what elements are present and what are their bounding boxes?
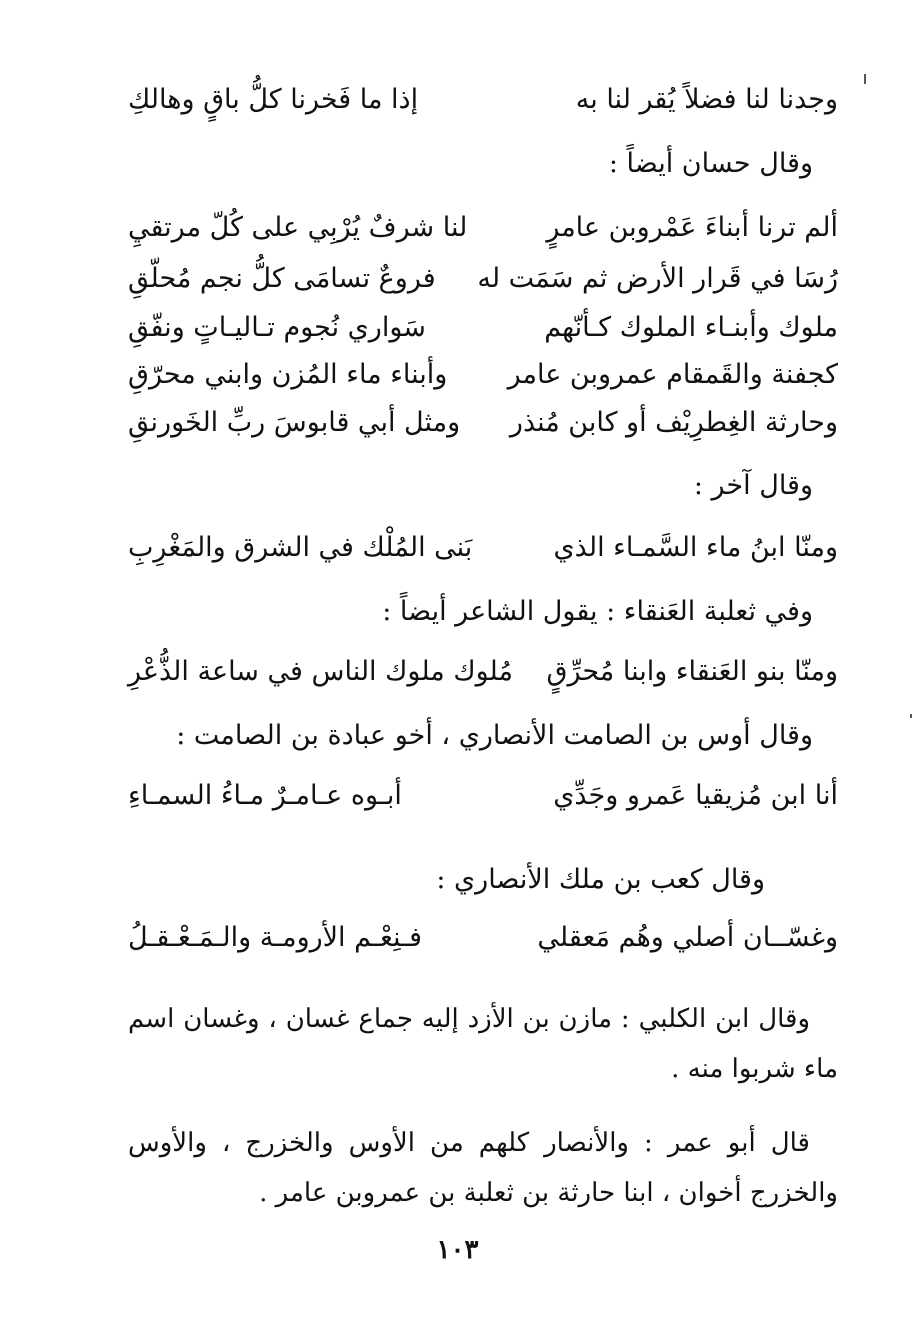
verse-line xyxy=(128,403,838,443)
verse-line xyxy=(128,918,838,958)
abu-umar-paragraph xyxy=(128,1118,838,1218)
verse-second-hemistich: وأبناء ماء المُزن وابني محرّقِ xyxy=(128,359,448,390)
scan-mark xyxy=(864,74,866,84)
page-number: ١٠٣ xyxy=(436,1235,479,1265)
verse-second-hemistich: بَنى المُلْك في الشرق والمَغْرِبِ xyxy=(128,532,473,563)
paragraph-text: وقال ابن الكلبي : مازن بن الأزد إليه جماع غسان ، وغسان اسم ماء شربوا منه . xyxy=(128,1004,838,1084)
scan-mark xyxy=(910,714,912,718)
intro-aws: وقال أوس بن الصامت الأنصاري ، أخو عبادة بن الصامت : xyxy=(176,720,813,751)
verse-second-hemistich: أبـوه عـامـرٌ مـاءُ السمـاءِ xyxy=(128,780,402,811)
verse-second-hemistich: إذا ما فَخرنا كلُّ باقٍ وهالكِ xyxy=(128,84,419,115)
verse-line xyxy=(128,355,838,395)
verse-second-hemistich: ومثل أبي قابوسَ ربِّ الخَورنقِ xyxy=(128,407,461,438)
verse-first-hemistich: وغسّــان أصلي وهُم مَعقلي xyxy=(537,922,838,953)
intro-thalaba: وفي ثعلبة العَنقاء : يقول الشاعر أيضاً : xyxy=(382,596,813,627)
verse-second-hemistich: فـنِعْـم الأرومـة والـمَـعْـقـلُ xyxy=(128,922,423,953)
verse-line xyxy=(128,308,838,348)
verse-second-hemistich: سَواري نُجوم تـاليـاتٍ ونفّقِ xyxy=(128,312,426,343)
verse-line xyxy=(128,652,838,692)
intro-hassan: وقال حسان أيضاً : xyxy=(608,148,813,179)
verse-first-hemistich: وجدنا لنا فضلاً يُقر لنا به xyxy=(575,84,838,115)
verse-first-hemistich: ألم ترنا أبناءَ عَمْروبن عامرٍ xyxy=(546,212,838,243)
verse-line xyxy=(128,208,838,248)
verse-line xyxy=(128,776,838,816)
intro-other: وقال آخر : xyxy=(693,470,813,501)
verse-first-hemistich: ومنّا ابنُ ماء السَّمـاء الذي xyxy=(553,532,838,563)
verse-second-hemistich: لنا شرفٌ يُرْبِي على كُلّ مرتقيِ xyxy=(128,212,468,243)
verse-first-hemistich: رُسَا في قَرار الأرض ثم سَمَت له xyxy=(477,263,838,294)
verse-line xyxy=(128,528,838,568)
verse-first-hemistich: وحارثة الغِطرِيْف أو كابن مُنذر xyxy=(509,407,838,438)
verse-first-hemistich: ملوك وأبنـاء الملوك كـأنّهم xyxy=(544,312,838,343)
verse-first-hemistich: ومنّا بنو العَنقاء وابنا مُحرِّقٍ xyxy=(546,656,838,687)
verse-line xyxy=(128,80,838,120)
paragraph-text: قال أبو عمر : والأنصار كلهم من الأوس والخزرج ، والأوس والخزرج أخوان ، ابنا حارثة بن ثعلبة بن عمروبن عامر . xyxy=(128,1128,838,1208)
intro-kab: وقال كعب بن ملك الأنصاري : xyxy=(436,864,765,895)
verse-first-hemistich: كجفنة والقَمقام عمروبن عامر xyxy=(507,359,838,390)
verse-line xyxy=(128,259,838,299)
verse-second-hemistich: فروعٌ تسامَى كلُّ نجم مُحلّقِ xyxy=(128,263,436,294)
kalbi-paragraph xyxy=(128,994,838,1094)
verse-first-hemistich: أنا ابن مُزيقيا عَمرو وجَدِّي xyxy=(553,780,838,811)
verse-second-hemistich: مُلوك ملوك الناس في ساعة الذُّعْرِ xyxy=(128,656,513,687)
